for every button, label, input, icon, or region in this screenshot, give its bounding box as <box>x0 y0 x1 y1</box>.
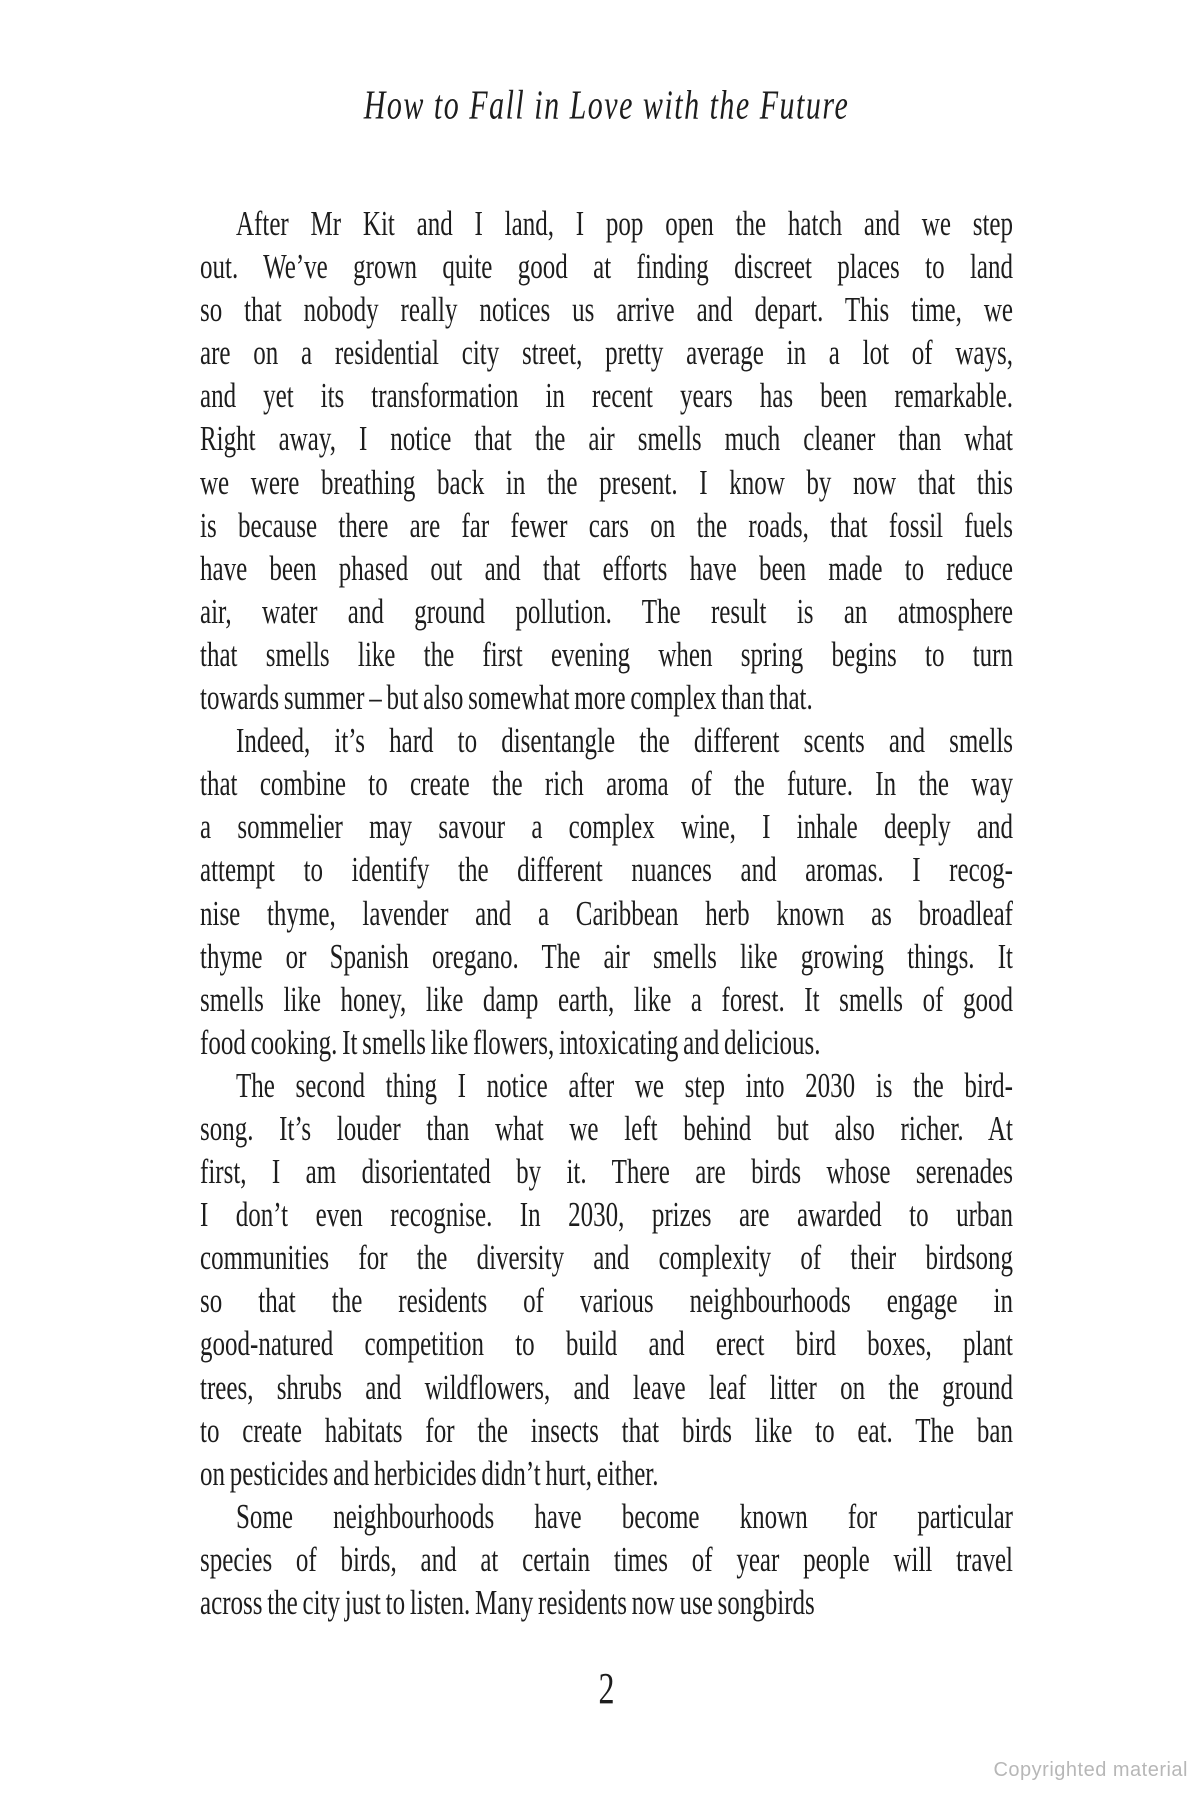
text-line: smells like honey, like damp earth, like a forest. It smells of good <box>200 981 1013 1019</box>
text-line: and yet its transformation in recent years has been remarkable. <box>200 378 1013 416</box>
text-line: so that the residents of various neighbourhoods engage in <box>200 1283 1013 1321</box>
text-line: Right away, I notice that the air smells much cleaner than what <box>200 421 1013 459</box>
text-line: that smells like the first evening when spring begins to turn <box>200 636 1013 675</box>
text-line: trees, shrubs and wildflowers, and leave leaf litter on the ground <box>200 1369 1013 1407</box>
text-line: thyme or Spanish oregano. The air smells like growing things. It <box>200 938 1013 976</box>
text-line: Indeed, it’s hard to disentangle the different scents and smells <box>236 722 1013 761</box>
text-line: out. We’ve grown quite good at finding discreet places to land <box>200 248 1013 287</box>
text-line: I don’t even recognise. In 2030, prizes are awarded to urban <box>200 1197 1013 1235</box>
text-line: we were breathing back in the present. I know by now that this <box>200 464 1013 502</box>
text-line: on pesticides and herbicides didn’t hurt, either. <box>200 1455 659 1493</box>
text-line: After Mr Kit and I land, I pop open the hatch and we step <box>236 205 1013 244</box>
text-line: a sommelier may savour a complex wine, I inhale deeply and <box>200 809 1013 847</box>
text-line: are on a residential city street, pretty average in a lot of ways, <box>200 335 1013 373</box>
text-line: Some neighbourhoods have become known for particular <box>236 1498 1013 1536</box>
text-line: so that nobody really notices us arrive and depart. This time, we <box>200 292 1013 330</box>
text-line: have been phased out and that efforts have been made to reduce <box>200 550 1013 588</box>
page-number: 2 <box>598 1663 615 1713</box>
text-line: across the city just to listen. Many residents now use songbirds <box>200 1584 815 1623</box>
text-line: communities for the diversity and complexity of their birdsong <box>200 1240 1013 1278</box>
text-line: species of birds, and at certain times of year people will travel <box>200 1541 1013 1580</box>
text-line: towards summer – but also somewhat more complex than that. <box>200 679 813 718</box>
text-line: first, I am disorientated by it. There are birds whose serenades <box>200 1153 1013 1192</box>
text-line: song. It’s louder than what we left behind but also richer. At <box>200 1110 1013 1149</box>
text-line: to create habitats for the insects that birds like to eat. The ban <box>200 1412 1013 1450</box>
text-line: is because there are far fewer cars on the roads, that fossil fuels <box>200 507 1013 545</box>
text-line: attempt to identify the different nuances and aromas. I recog- <box>200 852 1013 890</box>
text-line: that combine to create the rich aroma of the future. In the way <box>200 766 1013 804</box>
text-line: nise thyme, lavender and a Caribbean herb known as broadleaf <box>200 895 1013 933</box>
text-line: food cooking. It smells like flowers, intoxicating and delicious. <box>200 1024 821 1062</box>
text-line: The second thing I notice after we step into 2030 is the bird- <box>236 1067 1013 1105</box>
text-line: good-natured competition to build and erect bird boxes, plant <box>200 1326 1013 1364</box>
copyright-watermark: Copyrighted material <box>993 1759 1188 1781</box>
text-line: air, water and ground pollution. The result is an atmosphere <box>200 593 1013 631</box>
chapter-title: How to Fall in Love with the Future <box>363 82 850 129</box>
body-text <box>200 203 1013 1625</box>
